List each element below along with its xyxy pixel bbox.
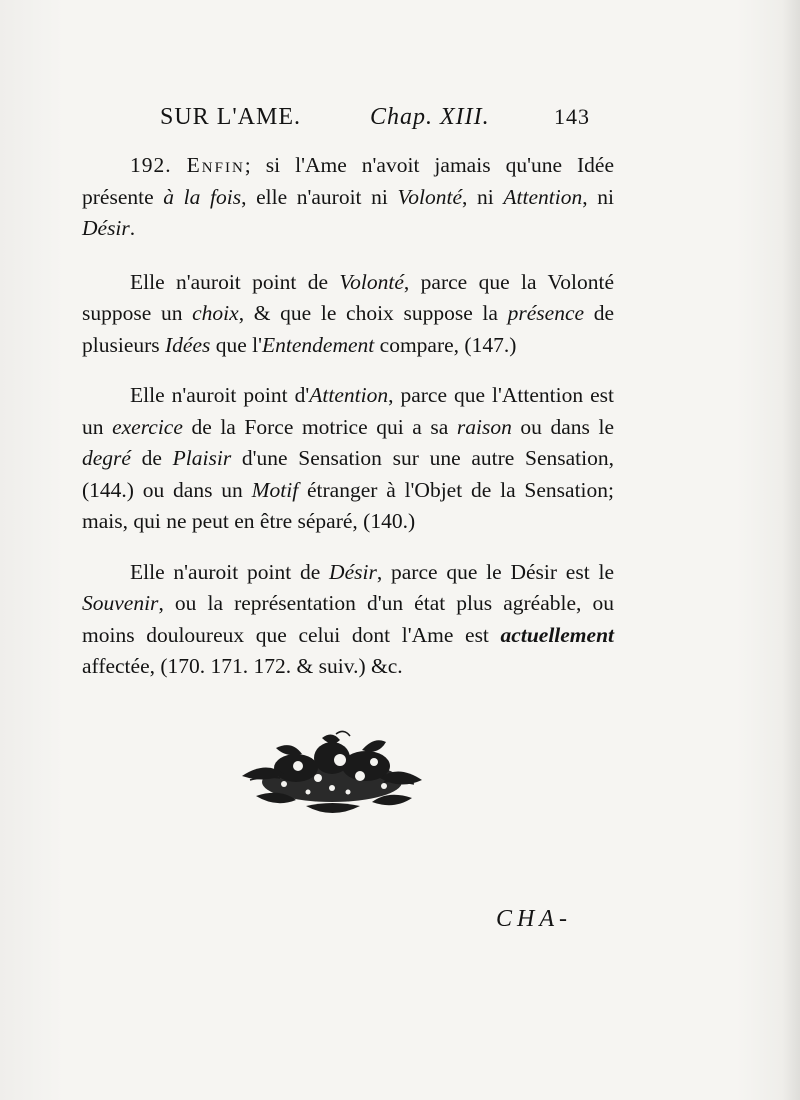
text-run: compare, (147.) <box>374 332 517 357</box>
emphasized-text: Idées <box>165 332 211 357</box>
text-run: étranger à l'Objet de la Sensation; mais, qui ne peut en être séparé, (140.) <box>82 477 614 533</box>
emphasized-text: degré <box>82 446 131 470</box>
text-run: , & que le choix suppose la <box>238 301 508 325</box>
page-edge-shadow <box>782 0 800 1100</box>
text-run: , elle n'auroit ni <box>241 184 398 209</box>
text-run: . <box>129 216 136 240</box>
page-number: 143 <box>554 104 590 129</box>
emphasized-text: Volonté <box>339 269 404 294</box>
text-run: de plusieurs <box>82 301 614 357</box>
text-run: de la Force motrice qui a sa <box>182 414 457 439</box>
text-run: Elle n'auroit point de <box>130 269 340 294</box>
paragraph-desir <box>82 557 614 683</box>
text-run: , ni <box>582 184 614 209</box>
text-run: d'une Sensation sur une autre Sensation, (144.) ou dans un <box>82 446 615 502</box>
text-run: , parce que l'Attention est un <box>82 383 615 439</box>
paragraph-body <box>82 560 614 679</box>
emphasized-text: exercice <box>112 414 183 439</box>
running-head-chapter: Chap. XIII. <box>370 104 490 130</box>
emphasized-text: à la fois <box>163 184 242 209</box>
emphasized-text: Plaisir <box>172 446 232 470</box>
text-run: ou dans le <box>511 414 614 439</box>
text-run: , ou la représentation d'un état plus agréable, ou moins douloureux que celui dont l'Ame est <box>82 591 614 647</box>
emphasized-text: Désir <box>82 216 130 240</box>
paragraph-volonte <box>82 267 614 362</box>
body-text <box>82 150 614 702</box>
emphasized-text: présence <box>507 301 585 325</box>
text-run: de <box>130 446 173 470</box>
paragraph-number: 192. <box>130 153 172 177</box>
paragraph-192 <box>82 150 614 245</box>
text-run: Elle n'auroit point d' <box>130 383 310 407</box>
emphasized-text: Motif <box>251 477 299 502</box>
emphasized-text: Désir <box>329 559 377 584</box>
running-head-title: SUR L'AME. <box>160 104 302 130</box>
text-run: , parce que le Désir est le <box>376 559 614 584</box>
emphasized-text: raison <box>456 414 512 439</box>
text-run: Elle n'auroit point de <box>130 559 330 584</box>
text-run: ; si l'Ame n'avoit jamais qu'une Idée présente <box>82 153 615 209</box>
emphasized-text: Attention <box>309 383 389 407</box>
text-run: que l' <box>210 332 263 357</box>
text-run: affectée, (170. 171. 172. & suiv.) &c. <box>82 654 403 678</box>
paragraph-body <box>82 383 614 533</box>
paragraph-body <box>82 270 614 357</box>
emphasized-text: actuellement <box>500 622 614 647</box>
floral-ornament-icon <box>236 730 428 822</box>
emphasized-text: choix <box>192 301 239 325</box>
text-run: , parce que la Volonté suppose un <box>82 269 614 325</box>
catchword: CHA- <box>496 906 572 932</box>
emphasized-text: Souvenir <box>82 591 159 615</box>
emphasized-text: Volonté <box>397 184 463 209</box>
running-head <box>160 104 590 138</box>
lead-word: Enfin <box>186 153 245 177</box>
emphasized-text: Attention <box>503 184 583 209</box>
emphasized-text: Entendement <box>262 332 375 357</box>
paragraph-attention <box>82 380 614 538</box>
text-run: , ni <box>462 184 504 209</box>
